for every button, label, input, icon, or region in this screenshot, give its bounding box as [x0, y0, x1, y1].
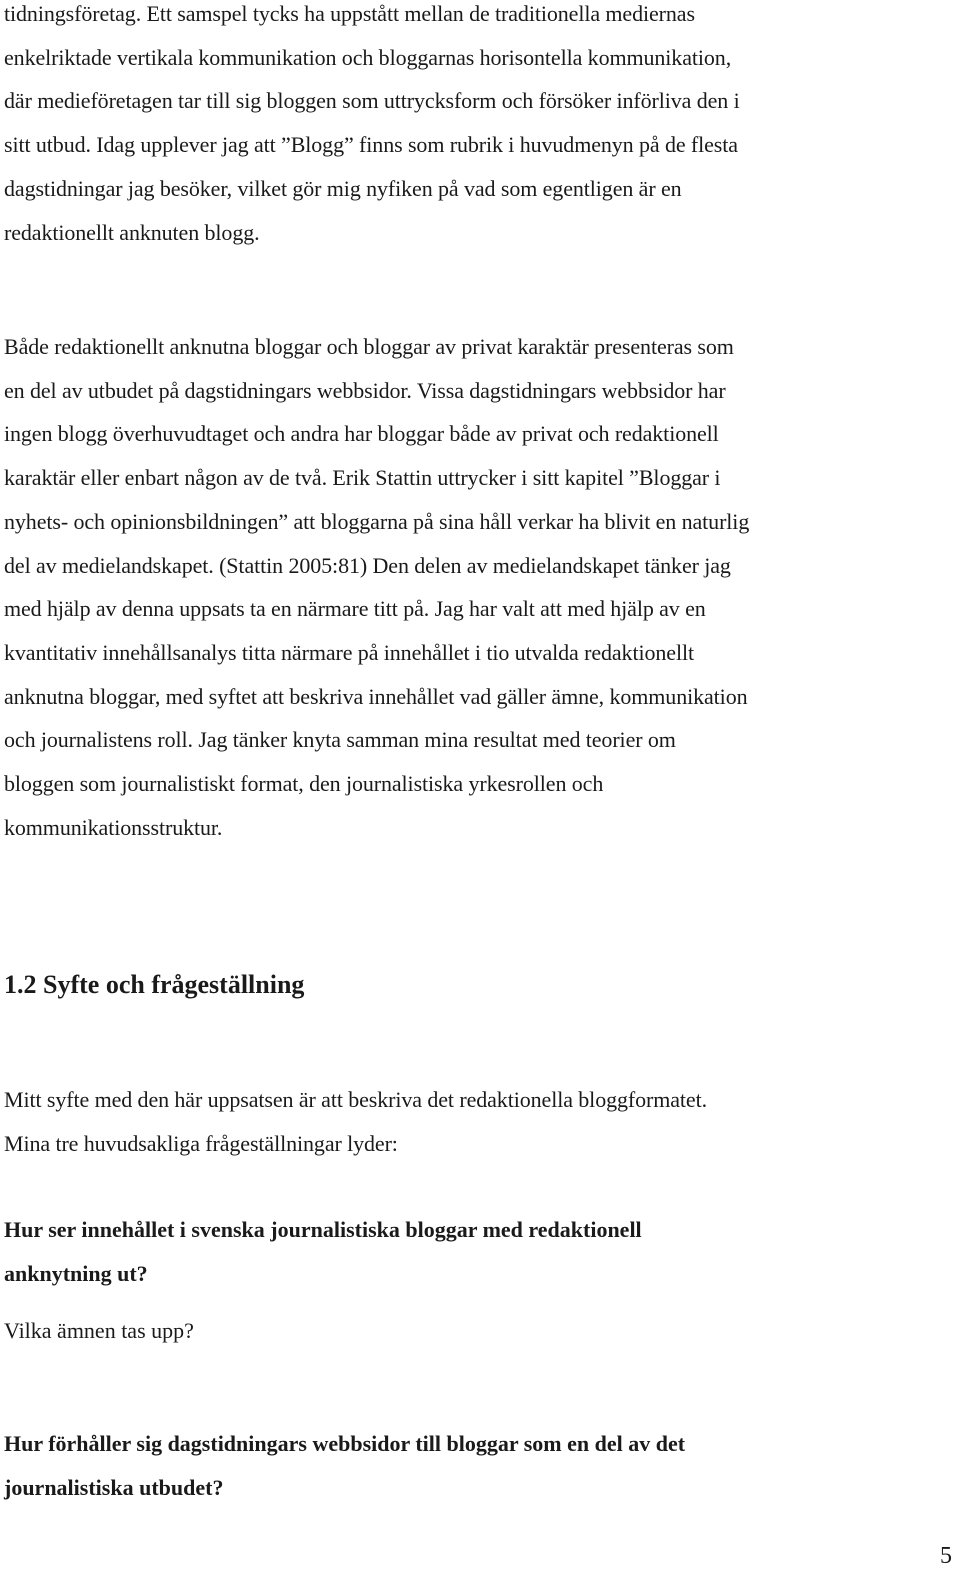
paragraph-line: enkelriktade vertikala kommunikation och bloggarnas horisontella kommunikation, — [4, 44, 732, 70]
paragraph-background — [4, 325, 749, 849]
paragraph-line: Både redaktionellt anknutna bloggar och bloggar av privat karaktär presenteras som — [4, 334, 734, 359]
paragraph-line: anknutna bloggar, med syftet att beskriva innehållet vad gäller ämne, kommunikation — [4, 683, 748, 709]
paragraph-line: sitt utbud. Idag upplever jag att ”Blogg” finns som rubrik i huvudmenyn på de flesta — [4, 132, 738, 158]
paragraph-line: karaktär eller enbart någon av de två. Erik Stattin uttrycker i sitt kapitel ”Bloggar i — [4, 465, 721, 491]
research-question-1 — [4, 1208, 642, 1295]
question-line: anknytning ut? — [4, 1260, 148, 1286]
paragraph-line: kvantitativ innehållsanalys titta närmare på innehållet i tio utvalda redaktionellt — [4, 639, 694, 665]
paragraph-purpose — [4, 1078, 707, 1165]
question-line: Hur förhåller sig dagstidningars webbsidor till bloggar som en del av det — [4, 1431, 686, 1456]
paragraph-line: del av medielandskapet. (Stattin 2005:81) Den delen av medielandskapet tänker jag — [4, 552, 731, 578]
section-heading: 1.2 Syfte och frågeställning — [4, 970, 305, 999]
paragraph-line: bloggen som journalistiskt format, den journalistiska yrkesrollen och — [4, 771, 604, 797]
question-line: journalistiska utbudet? — [4, 1474, 224, 1500]
research-question-2 — [4, 1422, 685, 1509]
paragraph-intro — [4, 0, 740, 254]
question-line: Hur ser innehållet i svenska journalistiska bloggar med redaktionell — [4, 1217, 642, 1242]
paragraph-line: dagstidningar jag besöker, vilket gör mig nyfiken på vad som egentligen är en — [4, 175, 682, 201]
page-number: 5 — [940, 1543, 952, 1569]
paragraph-line: redaktionellt anknuten blogg. — [4, 219, 260, 245]
paragraph-line: där medieföretagen tar till sig bloggen som uttrycksform och försöker införliva den i — [4, 88, 740, 114]
sub-question: Vilka ämnen tas upp? — [4, 1318, 194, 1343]
paragraph-line: ingen blogg överhuvudtaget och andra har bloggar både av privat och redaktionell — [4, 421, 719, 447]
paragraph-line: nyhets- och opinionsbildningen” att bloggarna på sina håll verkar ha blivit en naturlig — [4, 508, 750, 534]
paragraph-line: en del av utbudet på dagstidningars webbsidor. Vissa dagstidningars webbsidor har — [4, 377, 726, 403]
paragraph-line: tidningsföretag. Ett samspel tycks ha uppstått mellan de traditionella mediernas — [4, 1, 695, 26]
paragraph-line: och journalistens roll. Jag tänker knyta samman mina resultat med teorier om — [4, 727, 676, 753]
paragraph-line: med hjälp av denna uppsats ta en närmare titt på. Jag har valt att med hjälp av en — [4, 596, 706, 622]
paragraph-line: kommunikationsstruktur. — [4, 814, 223, 840]
paragraph-line: Mitt syfte med den här uppsatsen är att beskriva det redaktionella bloggformatet. — [4, 1087, 708, 1112]
paragraph-line: Mina tre huvudsakliga frågeställningar lyder: — [4, 1130, 398, 1156]
